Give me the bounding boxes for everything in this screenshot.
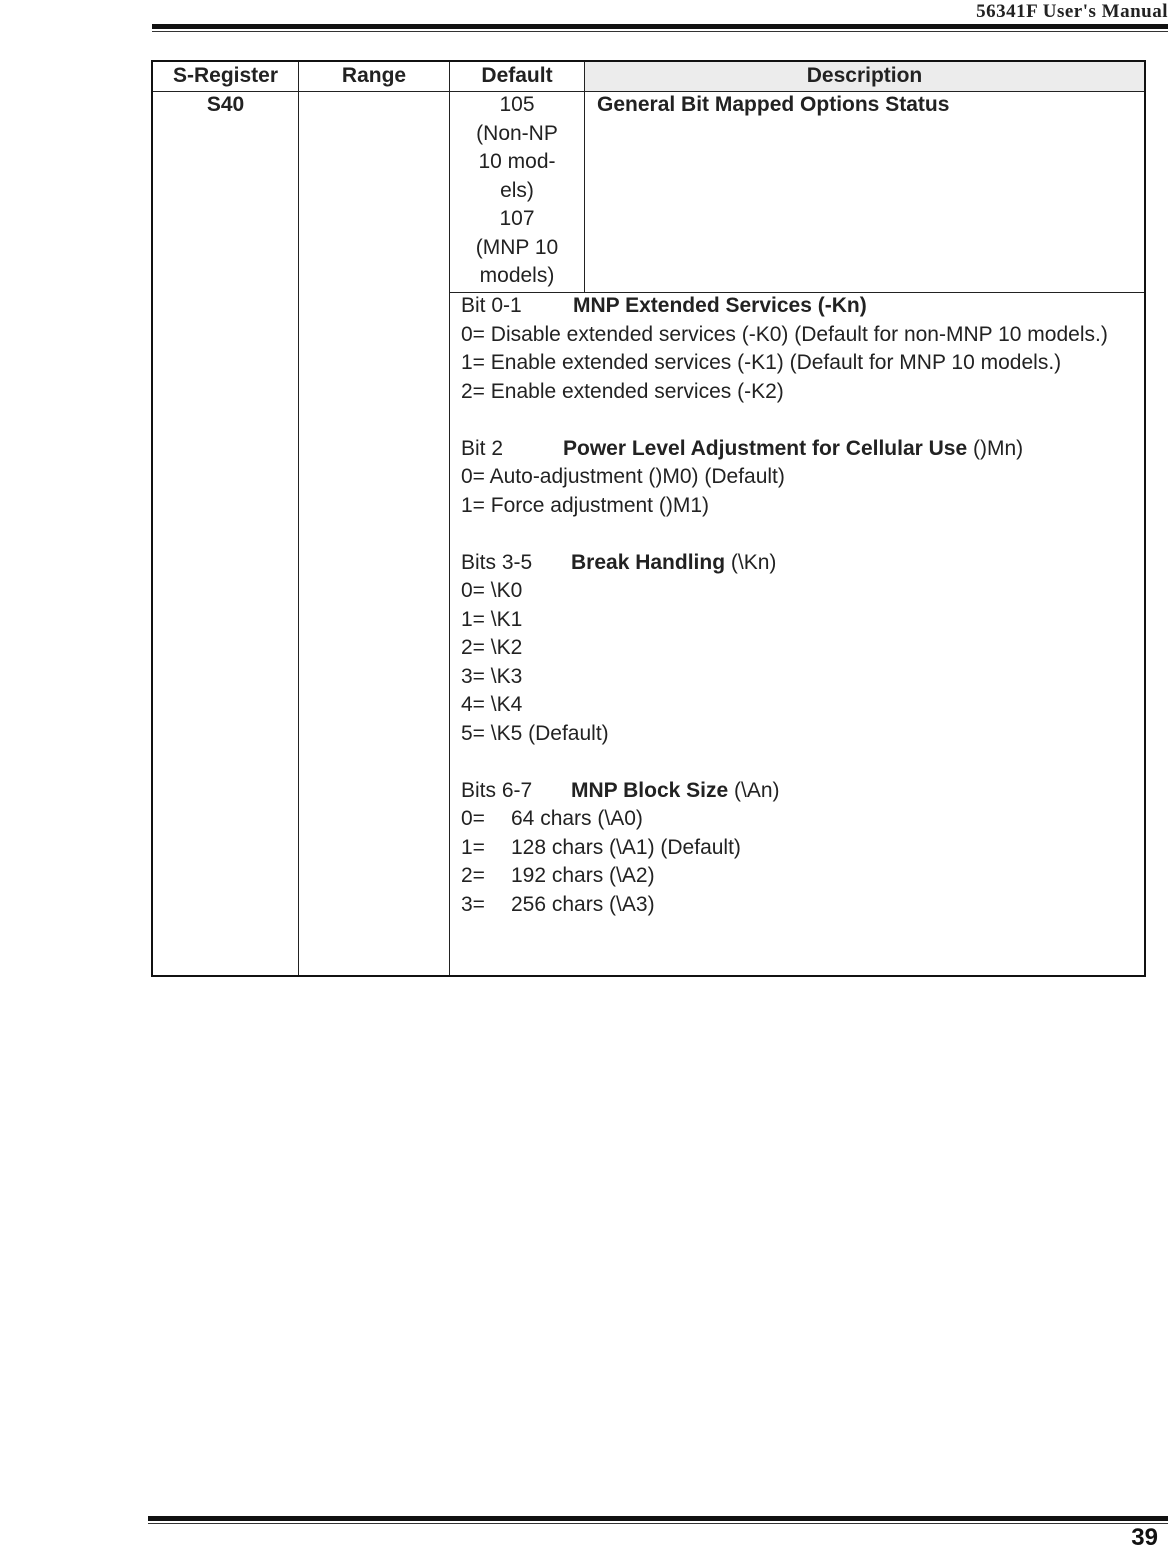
- bit-option: 0= Disable extended services (-K0) (Default for non-MNP 10 models.): [461, 322, 1108, 346]
- bit-option: 4= \K4: [461, 693, 523, 716]
- option-text: 256 chars (\A3): [511, 892, 655, 916]
- bit-label: Bits 3-5: [461, 550, 533, 574]
- option-text: 128 chars (\A1) (Default): [511, 835, 741, 859]
- register-title: General Bit Mapped Options Status: [597, 93, 950, 116]
- footer-rule: [148, 1516, 1168, 1521]
- column-header-s-register: S-Register: [172, 64, 279, 87]
- bit-heading: [461, 549, 1141, 578]
- bit-option: 2= Enable extended services (-K2): [461, 379, 784, 403]
- column-divider-3: [584, 62, 585, 293]
- option-text: 64 chars (\A0): [511, 807, 643, 830]
- default-line: models): [479, 264, 555, 287]
- option-text: 192 chars (\A2): [511, 864, 655, 887]
- bit-option: 0= Auto-adjustment ()M0) (Default): [461, 465, 785, 488]
- column-divider-1: [298, 62, 299, 975]
- bit-label: Bits 6-7: [461, 778, 533, 802]
- page-number: 39: [1131, 1524, 1158, 1551]
- default-line: (Non-NP: [476, 121, 558, 145]
- bit-heading: [461, 435, 1141, 464]
- default-line: (MNP 10: [475, 235, 559, 259]
- option-code: 3=: [461, 892, 485, 916]
- bit-option: [461, 805, 1141, 834]
- bit-option: 1= Force adjustment ()M1): [461, 493, 710, 517]
- default-line: 107: [499, 207, 535, 230]
- column-header-range: Range: [341, 64, 407, 87]
- bit-heading: [461, 292, 1141, 321]
- default-line: 10 mod-: [478, 150, 556, 173]
- bit-option: 1= Enable extended services (-K1) (Default for MNP 10 models.): [461, 351, 1062, 374]
- bit-command: (\An): [728, 778, 780, 802]
- bit-option: 2= \K2: [461, 636, 523, 659]
- bit-option: 3= \K3: [461, 664, 523, 688]
- bit-name: Break Handling: [571, 550, 726, 574]
- bit-option: 1= \K1: [461, 607, 523, 631]
- bit-heading: [461, 777, 1141, 806]
- bit-name: Power Level Adjustment for Cellular Use: [563, 436, 968, 460]
- bit-option: [461, 862, 1141, 891]
- option-code: 0=: [461, 807, 485, 830]
- default-line: els): [500, 178, 534, 202]
- bit-label: Bit 0-1: [461, 294, 522, 317]
- header-rule: [152, 24, 1168, 29]
- bit-label: Bit 2: [461, 436, 504, 460]
- bit-name: MNP Extended Services (-Kn): [573, 294, 867, 317]
- header-rule-thin: [152, 31, 1168, 32]
- bit-option: [461, 891, 1141, 920]
- register-name: S40: [206, 93, 245, 116]
- option-code: 2=: [461, 864, 485, 887]
- bit-option: 0= \K0: [461, 579, 523, 602]
- bit-descriptions: [461, 292, 1141, 919]
- column-header-default: Default: [481, 64, 553, 87]
- bit-option: [461, 834, 1141, 863]
- column-header-description: Description: [806, 64, 923, 87]
- default-line: 105: [499, 93, 535, 116]
- s-register-table: [151, 60, 1146, 977]
- footer-rule-thin: [148, 1523, 1168, 1524]
- bit-option: 5= \K5 (Default): [461, 721, 609, 745]
- bit-command: ()Mn): [967, 436, 1024, 460]
- default-value: [450, 91, 584, 291]
- option-code: 1=: [461, 835, 485, 859]
- bit-name: MNP Block Size: [571, 778, 729, 802]
- running-head: 56341F User's Manual: [976, 1, 1168, 22]
- bit-command: (\Kn): [725, 550, 777, 574]
